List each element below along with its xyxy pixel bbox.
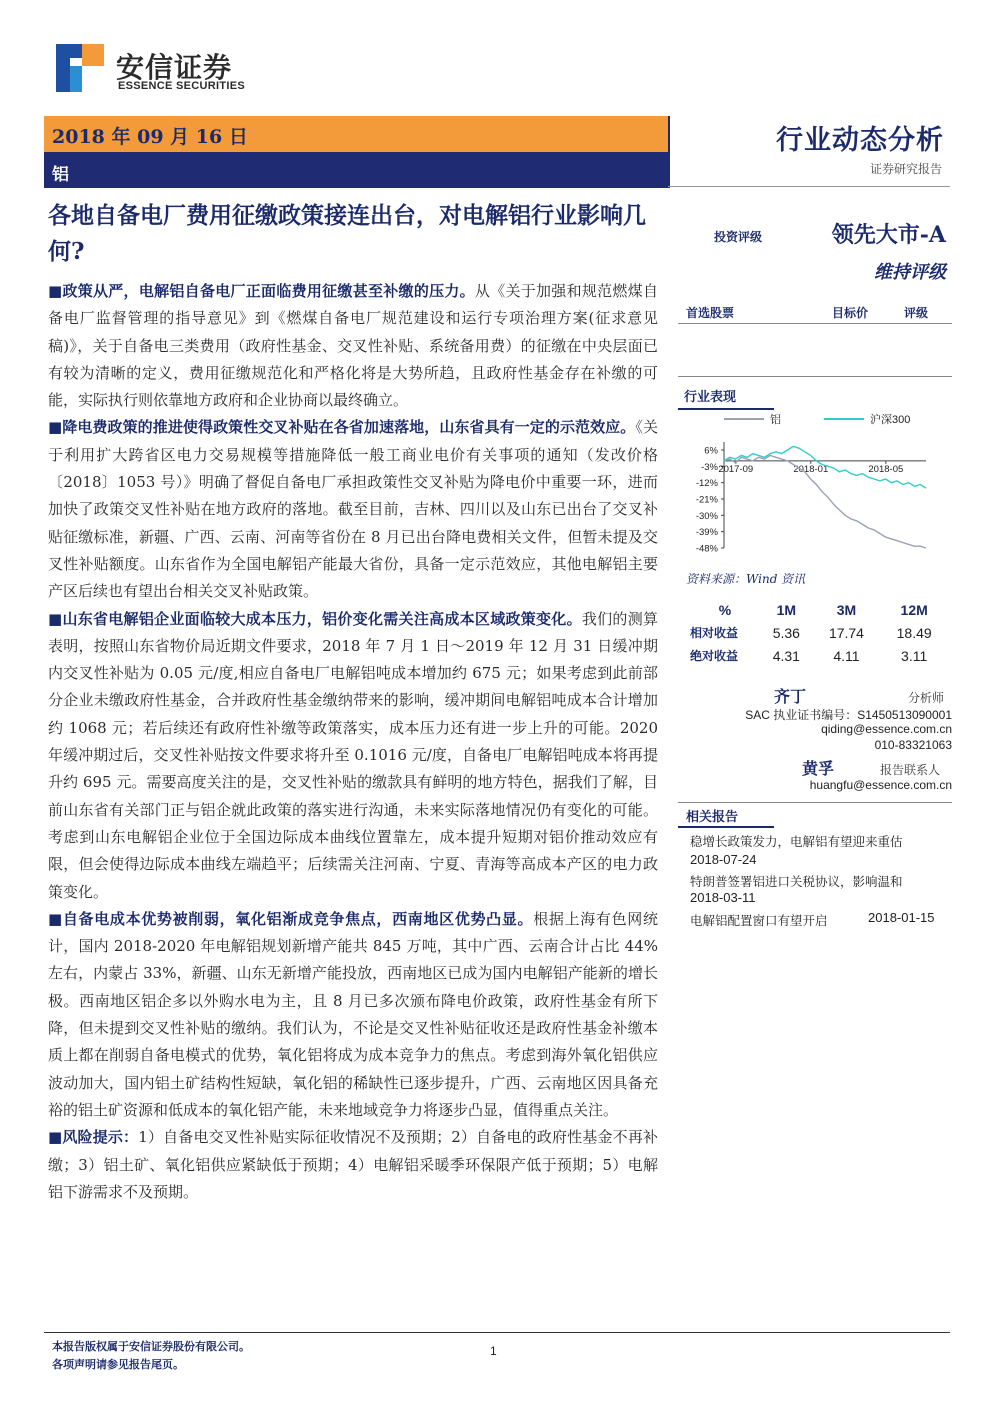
- chart-lines: [724, 446, 926, 548]
- analyst-phone: 010-83321063: [874, 738, 952, 752]
- x-tick-label: 2018-01: [793, 463, 829, 475]
- rating-sub: 维持评级: [874, 262, 946, 283]
- y-tick-label: -39%: [695, 527, 718, 539]
- bullet-icon: ■: [48, 609, 63, 628]
- performance-chart: [678, 410, 952, 568]
- related-reports-title: 相关报告: [686, 810, 739, 825]
- paragraph-heading: 风险提示：: [62, 1128, 139, 1147]
- logo-mark-icon: [56, 44, 104, 92]
- returns-header-row: [690, 598, 948, 621]
- legend-label: 沪深300: [870, 414, 911, 426]
- legend-label: 铝: [770, 414, 781, 426]
- paragraph: [48, 414, 658, 605]
- divider: [668, 116, 670, 188]
- bullet-icon: ■: [48, 418, 63, 437]
- analyst-email[interactable]: huangfu@essence.com.cn: [809, 778, 952, 792]
- paragraph-heading: 政策从严，电解铝自备电厂正面临费用征缴甚至补缴的压力。: [62, 282, 475, 300]
- paragraph: [48, 606, 658, 906]
- paragraph-heading: 山东省电解铝企业面临较大成本压力，铝价变化需关注高成本区域政策变化。: [62, 609, 582, 628]
- report-subtype: 证券研究报告: [869, 162, 942, 176]
- company-logo: [56, 44, 266, 96]
- returns-cell: 4.31: [772, 647, 800, 664]
- report-date: 2018 年 09 月 16 日: [52, 126, 248, 148]
- chart-legend: [724, 412, 910, 426]
- bullet-icon: ■: [48, 909, 63, 928]
- y-tick-label: -3%: [701, 461, 718, 473]
- paragraph-text: 1）自备电交叉性补贴实际征收情况不及预期；2）自备电的政府性基金不再补缴；3）铝土矿、氧化铝供应紧缺低于预期；4）电解铝采暖季环保限产低于预期；5）电解铝下游需求不及预期。: [48, 1128, 658, 1201]
- footer-divider: [44, 1332, 950, 1333]
- related-report-date: 2018-01-15: [868, 910, 935, 925]
- stocks-col-rating: 评级: [904, 306, 929, 320]
- returns-header: 12M: [900, 601, 928, 618]
- page-number: 1: [490, 1344, 497, 1358]
- divider: [678, 826, 774, 828]
- report-type: 行业动态分析: [776, 125, 944, 156]
- logo-text-en: ESSENCE SECURITIES: [118, 80, 246, 92]
- stocks-col-name: 首选股票: [686, 306, 735, 320]
- related-report-date: 2018-03-11: [690, 890, 756, 905]
- returns-header: %: [718, 601, 732, 618]
- y-tick-label: -30%: [695, 510, 718, 522]
- divider: [678, 802, 952, 803]
- returns-row-label: 绝对收益: [690, 649, 739, 663]
- stocks-col-target: 目标价: [832, 306, 869, 320]
- paragraph: [48, 1124, 658, 1206]
- y-tick-label: 6%: [704, 445, 718, 457]
- analyst-name: 黄孚: [802, 759, 835, 778]
- rating-value: 领先大市-A: [831, 222, 946, 248]
- returns-cell: 18.49: [896, 624, 932, 641]
- chart-y-axis: [696, 442, 724, 555]
- bullet-icon: ■: [48, 282, 63, 300]
- paragraph: [48, 906, 658, 1124]
- returns-table: [690, 598, 948, 667]
- divider: [678, 376, 952, 377]
- returns-cell: 3.11: [901, 647, 928, 664]
- paragraph-text: 我们的测算表明，按照山东省物价局近期文件要求，2018 年 7 月 1 日～2019 年 12 月 31 日缓冲期内交叉性补贴为 0.05 元/度,相应自备电厂电解铝吨成本增加约 675 元；如果考虑到此前部分企业未缴政府性基金，合并政府性基金缴纳带来的影响，缓冲期间电解铝吨成本合计增加约 1068 元；若后续还有政府性补缴等政策落实，成本压力还有进一步上升的可能。2020 年缓冲期过后，交叉性补贴按文件要求将升至 0.1016 元/度，自备电厂电解铝吨成本将再提升约 695 元。需要高度关注的是，交叉性补贴的缴款具有鲜明的地方特色，据我们了解，目前山东省有关部门正与铝企就此政策的落实进行沟通，未来实际落地情况仍有变化的可能。考虑到山东电解铝企业位于全国边际成本曲线位置靠左，成本提升短期对铝价推动效应有限，但会使得边际成本曲线左端趋平；后续需关注河南、宁夏、青海等高成本产区的电力政策变化。: [48, 609, 658, 901]
- footer-disclaimer: 各项声明请参见报告尾页。: [52, 1358, 184, 1371]
- x-tick-label: 2018-05: [868, 463, 904, 475]
- logo-text-cn: 安信证券: [116, 51, 233, 84]
- paragraph-text: 《关于利用扩大跨省区电力交易规模等措施降低一般工商业电价有关事项的通知（发改价格〔2018〕1053 号）》明确了督促自备电厂承担政策性交叉补贴为降电价中重要一环，进而加快了政策交叉性补贴在地方政府的落地。截至目前，吉林、四川以及山东已出台了交叉补贴征缴标准，新疆、广西、云南、河南等省份在 8 月已出台降电费相关文件，但暂未提及交叉性补贴额度。山东省作为全国电解铝产能最大省份，具备一定示范效应，其他电解铝主要产区后续也有望出台相关交叉补贴政策。: [48, 418, 658, 601]
- sector-bar: [44, 152, 668, 188]
- analyst-cert: SAC 执业证书编号：S1450513090001: [745, 708, 952, 722]
- analyst-email[interactable]: qiding@essence.com.cn: [821, 722, 952, 736]
- sector-label: 铝: [52, 165, 69, 185]
- footer-copyright: 本报告版权属于安信证券股份有限公司。: [52, 1340, 250, 1353]
- returns-cell: 5.36: [772, 624, 800, 641]
- stocks-table-header: [678, 300, 952, 324]
- returns-header: 1M: [776, 601, 797, 618]
- analyst-name: 齐丁: [774, 687, 807, 706]
- analyst-role: 分析师: [908, 691, 945, 705]
- returns-row: [690, 621, 948, 644]
- performance-title: 行业表现: [684, 390, 737, 405]
- returns-cell: 17.74: [828, 624, 864, 641]
- related-report-link[interactable]: 稳增长政策发力，电解铝有望迎来重估: [690, 834, 903, 849]
- returns-cell: 4.11: [833, 647, 860, 664]
- related-report-date: 2018-07-24: [690, 852, 757, 867]
- bullet-icon: ■: [48, 1128, 63, 1147]
- related-report-link[interactable]: 特朗普签署铝进口关税协议，影响温和: [690, 874, 903, 889]
- paragraph-text: 根据上海有色网统计，国内 2018-2020 年电解铝规划新增产能共 845 万吨，其中广西、云南合计占比 44%左右，内蒙占 33%，新疆、山东无新增产能投放，西南地区已成为国内电解铝产能新的增长极。西南地区铝企多以外购水电为主，且 8 月已多次颁布降电价政策，政府性基金有所下降，但未提到交叉性补贴的缴纳。我们认为，不论是交叉性补贴征收还是政府性基金补缴本质上都在削弱自备电模式的优势，氧化铝将成为成本竞争力的焦点。考虑到海外氧化铝供应波动加大，国内铝土矿结构性短缺，氧化铝的稀缺性已逐步提升，广西、云南地区因具备充裕的铝土矿资源和低成本的氧化铝产能，未来地域竞争力将逐步凸显，值得重点关注。: [48, 909, 658, 1119]
- y-tick-label: -48%: [695, 543, 718, 555]
- analyst-role: 报告联系人: [880, 763, 941, 777]
- paragraph-heading: 自备电成本优势被削弱，氧化铝渐成竞争焦点，西南地区优势凸显。: [62, 909, 534, 928]
- returns-row: [690, 644, 948, 667]
- paragraph-heading: 降电费政策的推进使得政策性交叉补贴在各省加速落地，山东省具有一定的示范效应。: [62, 418, 636, 437]
- report-title: 各地自备电厂费用征缴政策接连出台，对电解铝行业影响几何?: [48, 202, 646, 265]
- chart-x-axis: [718, 461, 926, 475]
- y-tick-label: -21%: [695, 494, 718, 506]
- rating-label: 投资评级: [714, 230, 763, 244]
- report-body: [48, 278, 658, 1206]
- x-tick-label: 2017-09: [718, 463, 754, 475]
- returns-row-label: 相对收益: [690, 626, 739, 640]
- paragraph-text: 从《关于加强和规范燃煤自备电厂监督管理的指导意见》到《燃煤自备电厂规范建设和运行专项治理方案(征求意见稿)》，关于自备电三类费用（政府性基金、交叉性补贴、系统备用费）的征缴在中央层面已有较为清晰的定义，费用征缴规范化和严格化将是大势所趋，且政府性基金存在补缴的可能，实际执行则依靠地方政府和企业协商以最终确立。: [48, 282, 658, 410]
- y-tick-label: -12%: [695, 478, 718, 490]
- chart-source: 资料来源：Wind 资讯: [686, 572, 806, 586]
- paragraph: [48, 278, 658, 414]
- divider: [668, 186, 950, 187]
- related-report-link[interactable]: 电解铝配置窗口有望开启: [690, 913, 828, 928]
- returns-header: 3M: [836, 601, 857, 618]
